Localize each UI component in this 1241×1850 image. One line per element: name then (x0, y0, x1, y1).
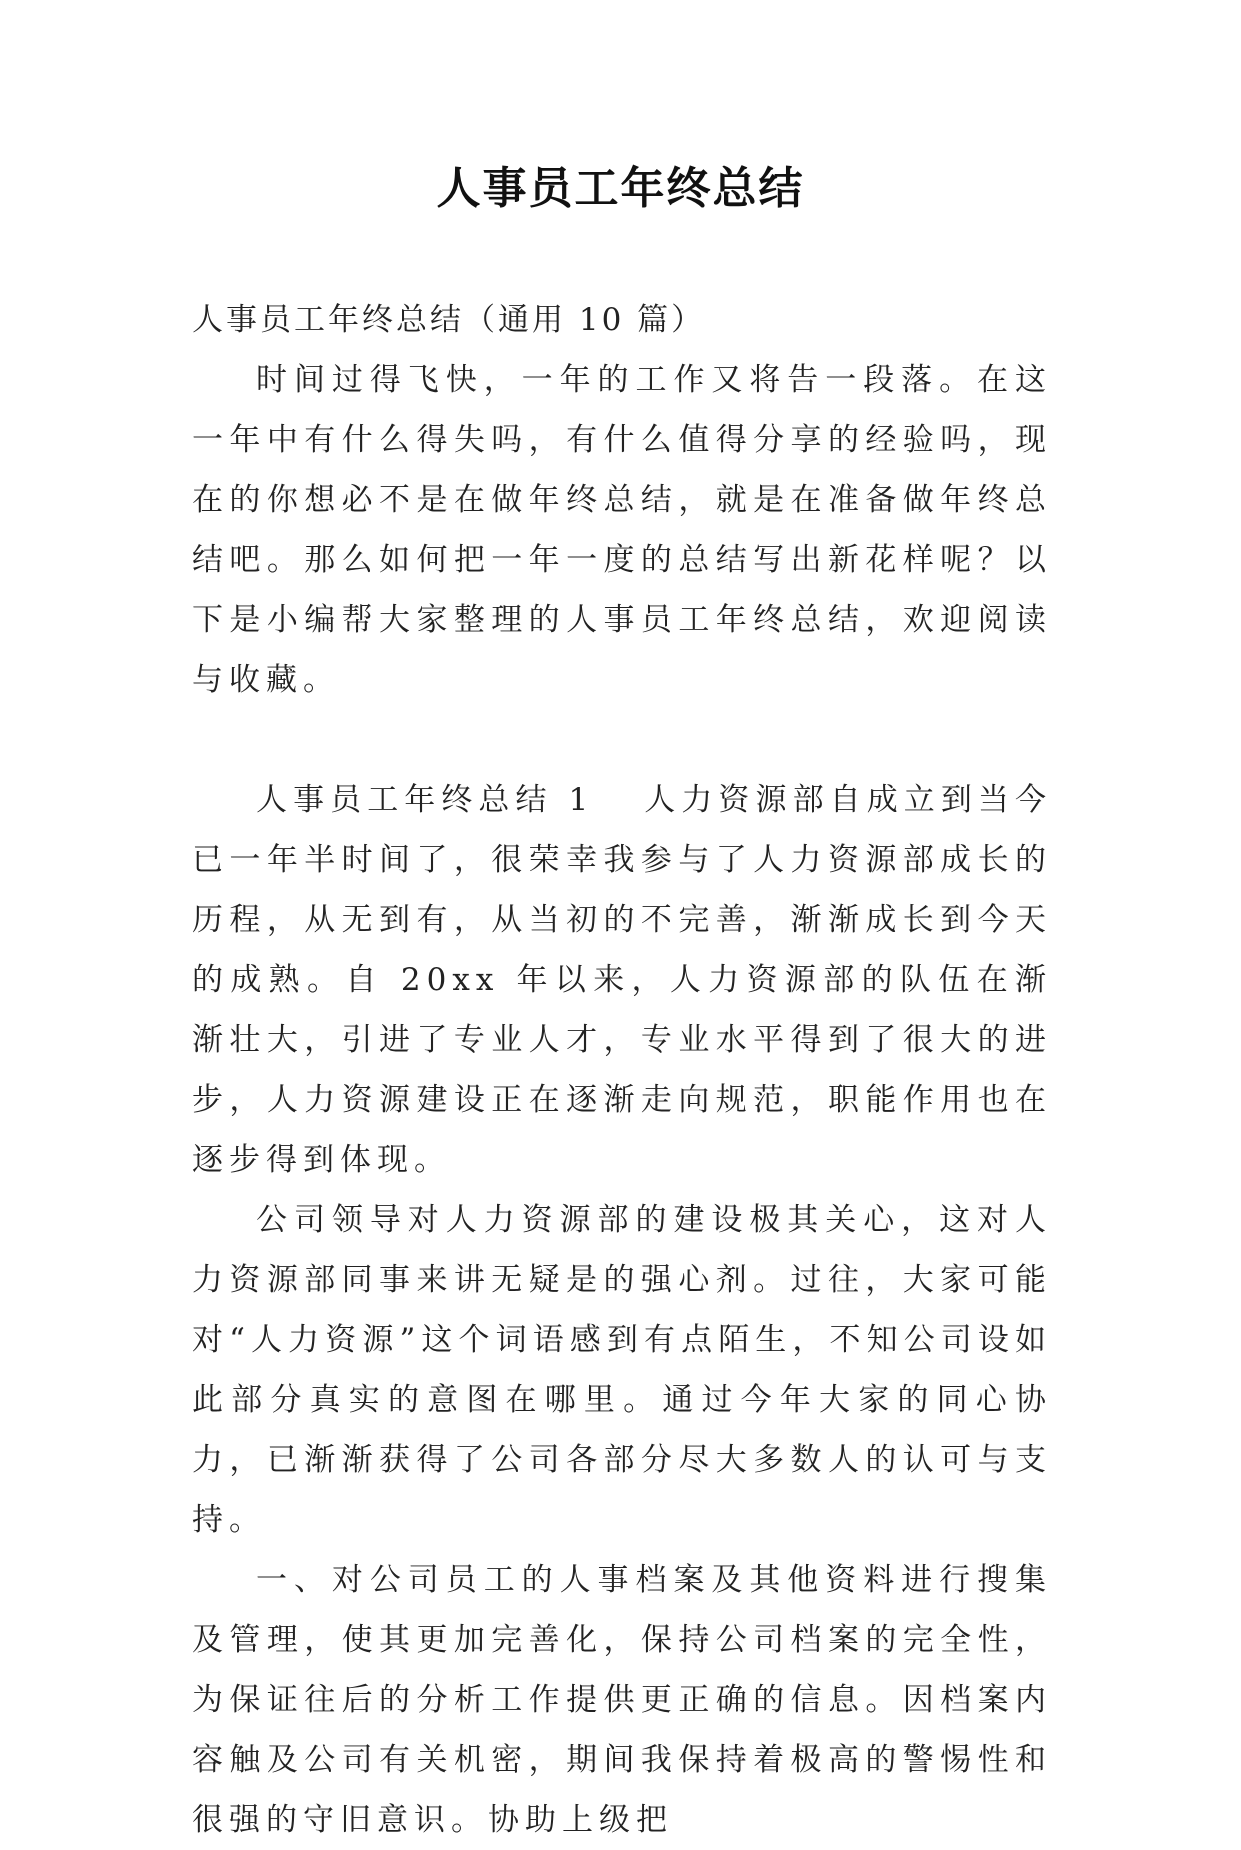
section-1-paragraph (192, 770, 1052, 1190)
document-subtitle: 人事员工年终总结（通用 10 篇） (192, 302, 706, 338)
paragraph-spacer (192, 710, 1052, 770)
section-1-paragraph-2: 公司领导对人力资源部的建设极其关心，这对人力资源部同事来讲无疑是的强心剂。过往，大家可能对“人力资源”这个词语感到有点陌生，不知公司设如此部分真实的意图在哪里。通过今年大家的同心协力，已渐渐获得了公司各部分尽大多数人的认可与支持。 (192, 1202, 1052, 1538)
section-1-text: 人力资源部自成立到当今已一年半时间了，很荣幸我参与了人力资源部成长的历程，从无到有，从当初的不完善，渐渐成长到今天的成熟。自 20xx 年以来，人力资源部的队伍在渐渐壮大，引进了专业人才，专业水平得到了很大的进步，人力资源建设正在逐渐走向规范，职能作用也在逐步得到体现。 (192, 782, 1052, 1178)
section-1-heading: 人事员工年终总结 1 (256, 782, 595, 818)
document-body (192, 290, 1052, 1850)
section-1-paragraph-3: 一、对公司员工的人事档案及其他资料进行搜集及管理，使其更加完善化，保持公司档案的完全性，为保证往后的分析工作提供更正确的信息。因档案内容触及公司有关机密，期间我保持着极高的警惕性和很强的守旧意识。协助上级把 (192, 1562, 1052, 1838)
document-title: 人事员工年终总结 (436, 163, 805, 214)
intro-paragraph: 时间过得飞快，一年的工作又将告一段落。在这一年中有什么得失吗，有什么值得分享的经验吗，现在的你想必不是在做年终总结，就是在准备做年终总结吧。那么如何把一年一度的总结写出新花样呢？以下是小编帮大家整理的人事员工年终总结，欢迎阅读与收藏。 (192, 362, 1052, 698)
